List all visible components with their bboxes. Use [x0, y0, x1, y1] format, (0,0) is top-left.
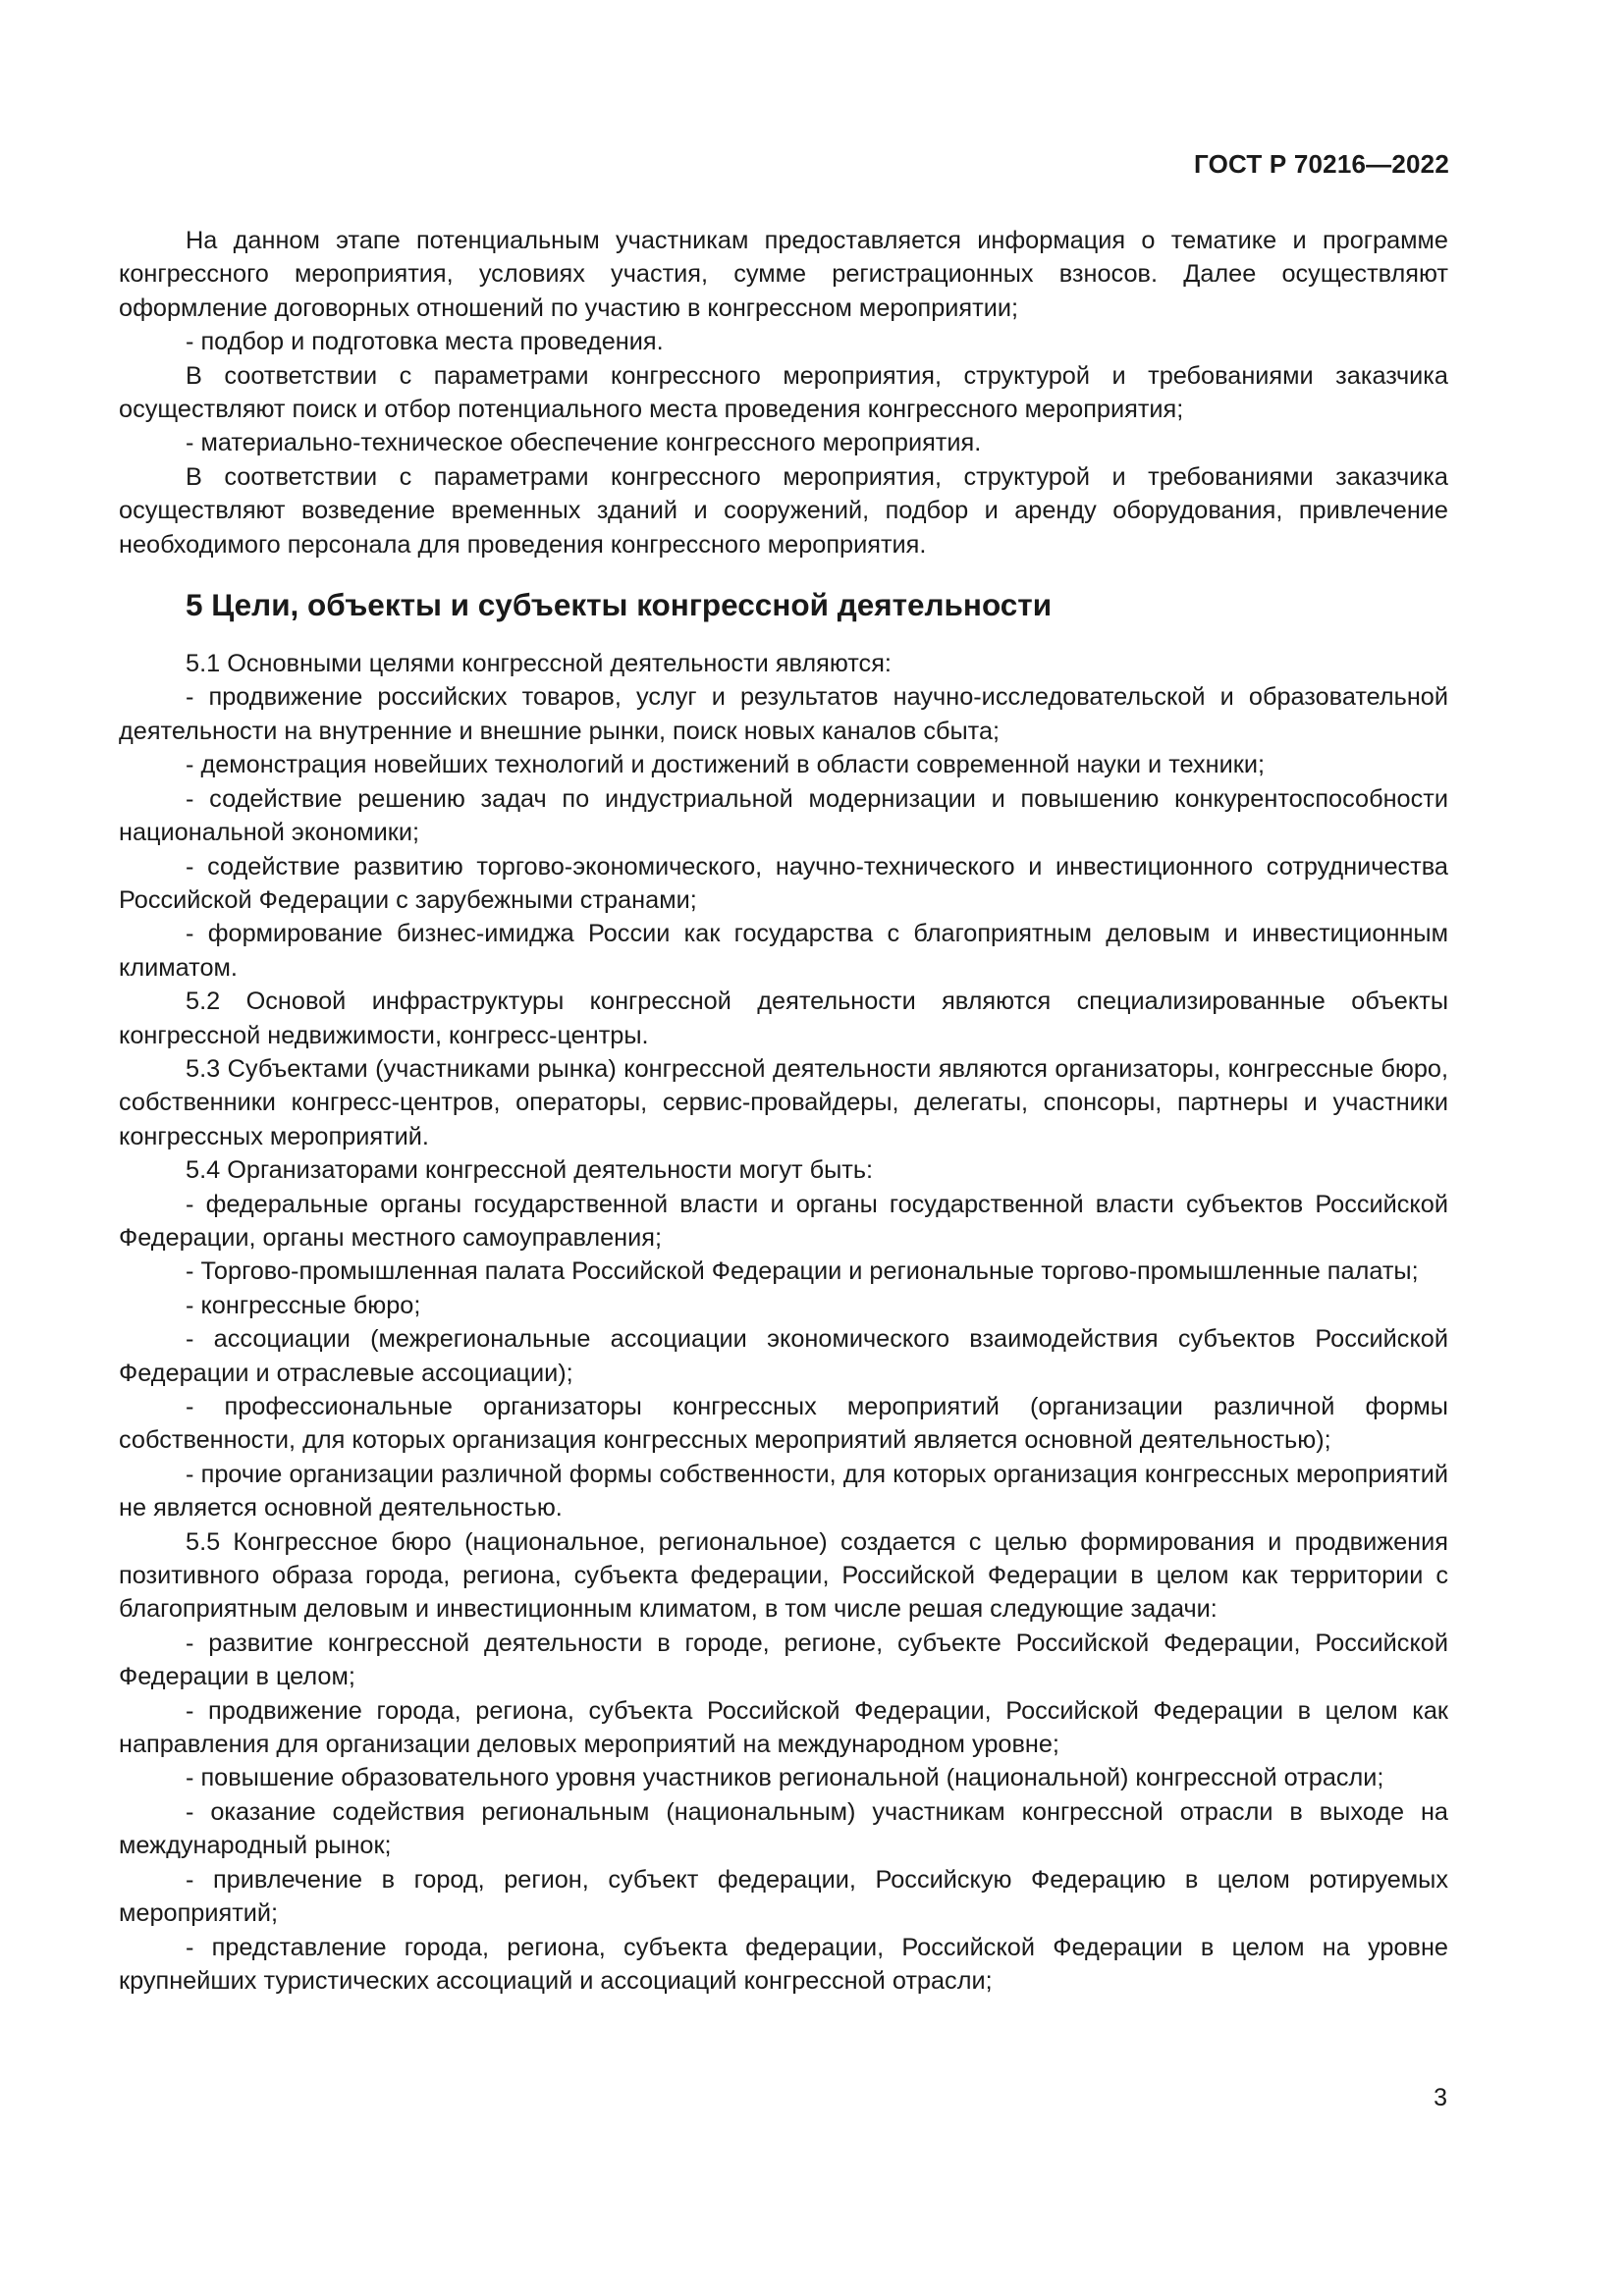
section-5-block: [119, 647, 1448, 1998]
list-item: - демонстрация новейших технологий и достижений в области современной науки и техники;: [186, 751, 1266, 779]
clause-5-3: 5.3 Субъектами (участниками рынка) конгрессной деятельности являются организаторы, конгрессные бюро, собственники конгресс-центров, операторы, сервис-провайдеры, делегаты, спонсоры, партнеры и участники конгрессных мероприятий.: [119, 1054, 1448, 1150]
list-item: - оказание содействия региональным (национальным) участникам конгрессной отрасли в выходе на международный рынок;: [119, 1797, 1448, 1860]
clause-5-1: 5.1 Основными целями конгрессной деятельности являются:: [186, 650, 892, 678]
list-item: - продвижение города, региона, субъекта Российской Федерации, Российской Федерации в целом как направления для организации деловых мероприятий на международном уровне;: [119, 1696, 1448, 1759]
document-body: [119, 224, 1448, 1998]
list-item: - формирование бизнес-имиджа России как государства с благоприятным деловым и инвестиционным климатом.: [119, 920, 1448, 982]
clause-5-4: 5.4 Организаторами конгрессной деятельности могут быть:: [186, 1156, 874, 1185]
list-item: - привлечение в город, регион, субъект федерации, Российскую Федерацию в целом ротируемых мероприятий;: [119, 1865, 1448, 1928]
paragraph: В соответствии с параметрами конгрессного мероприятия, структурой и требованиями заказчика осуществляют возведение временных зданий и сооружений, подбор и аренду оборудования, привлечение необходимого персонала для проведения конгрессного мероприятия.: [119, 462, 1448, 559]
intro-block: [119, 224, 1448, 561]
list-item: - продвижение российских товаров, услуг и результатов научно-исследовательской и образовательной деятельности на внутренние и внешние рынки, поиск новых каналов сбыта;: [119, 683, 1448, 745]
paragraph: В соответствии с параметрами конгрессного мероприятия, структурой и требованиями заказчика осуществляют поиск и отбор потенциального места проведения конгрессного мероприятия;: [119, 361, 1448, 424]
list-item: - Торгово-промышленная палата Российской Федерации и региональные торгово-промышленные палаты;: [186, 1257, 1419, 1286]
list-item: - профессиональные организаторы конгрессных мероприятий (организации различной формы собственности, для которых организация конгрессных мероприятий является основной деятельностью);: [119, 1393, 1448, 1455]
list-item: - ассоциации (межрегиональные ассоциации экономического взаимодействия субъектов Российской Федерации и отраслевые ассоциации);: [119, 1325, 1448, 1387]
paragraph: На данном этапе потенциальным участникам предоставляется информация о тематике и программе конгрессного мероприятия, условиях участия, сумме регистрационных взносов. Далее осуществляют оформление договорных отношений по участию в конгрессном мероприятии;: [119, 227, 1448, 322]
list-item: - подбор и подготовка места проведения.: [186, 328, 664, 356]
section-heading: 5 Цели, объекты и субъекты конгрессной деятельности: [186, 587, 1053, 623]
list-item: - представление города, региона, субъекта федерации, Российской Федерации в целом на уровне крупнейших туристических ассоциаций и ассоциаций конгрессной отрасли;: [119, 1933, 1448, 1995]
clause-5-5: 5.5 Конгрессное бюро (национальное, региональное) создается с целью формирования и продвижения позитивного образа города, региона, субъекта федерации, Российской Федерации в целом как территории с благоприятным деловым и инвестиционным климатом, в том числе решая следующие задачи:: [119, 1527, 1448, 1624]
list-item: - прочие организации различной формы собственности, для которых организация конгрессных мероприятий не является основной деятельностью.: [119, 1460, 1448, 1522]
list-item: - повышение образовательного уровня участников региональной (национальной) конгрессной отрасли;: [186, 1764, 1384, 1792]
page-number: 3: [1434, 2084, 1447, 2111]
list-item: - развитие конгрессной деятельности в городе, регионе, субъекте Российской Федерации, Российской Федерации в целом;: [119, 1629, 1448, 1691]
list-item: - федеральные органы государственной власти и органы государственной власти субъектов Российской Федерации, органы местного самоуправления;: [119, 1190, 1448, 1252]
list-item: - содействие решению задач по индустриальной модернизации и повышению конкурентоспособности национальной экономики;: [119, 784, 1448, 847]
list-item: - конгрессные бюро;: [186, 1291, 421, 1319]
list-item: - материально-техническое обеспечение конгрессного мероприятия.: [186, 429, 982, 457]
standard-code: ГОСТ Р 70216—2022: [1194, 149, 1449, 179]
clause-5-2: 5.2 Основой инфраструктуры конгрессной деятельности являются специализированные объекты конгрессной недвижимости, конгресс-центры.: [119, 988, 1448, 1049]
list-item: - содействие развитию торгово-экономического, научно-технического и инвестиционного сотрудничества Российской Федерации с зарубежными странами;: [119, 852, 1448, 914]
